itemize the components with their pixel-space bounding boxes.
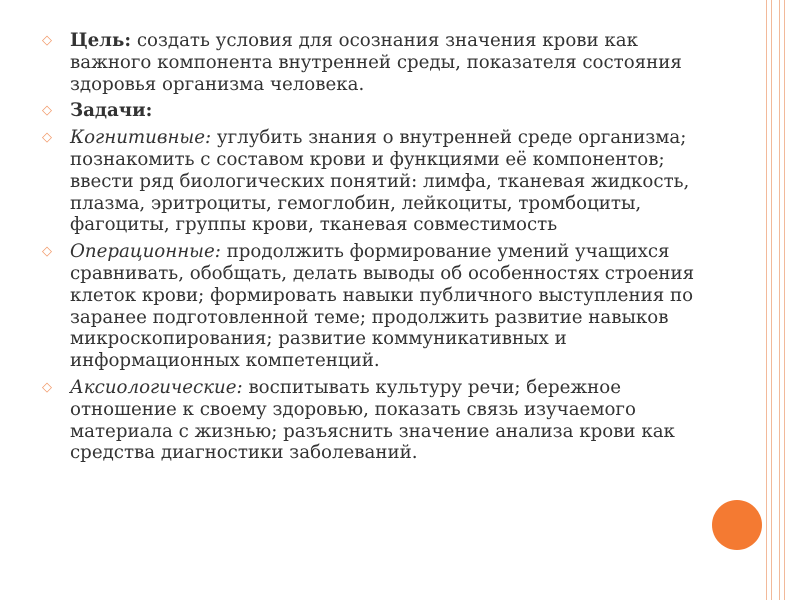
task-cognitive bbox=[42, 127, 702, 236]
task-label: Аксиологические: bbox=[70, 376, 243, 398]
goal-item bbox=[42, 30, 702, 95]
bullet-icon: ◇ bbox=[42, 130, 52, 146]
task-text: воспитывать культуру речи; бережное отношение к своему здоровью, показать связь изучаемого материала с жизнью; разъяснить значение анализа крови как средства диагностики заболеваний. bbox=[70, 376, 675, 464]
task-operational bbox=[42, 241, 702, 372]
accent-circle bbox=[712, 500, 762, 550]
task-text: углубить знания о внутренней среде организма; познакомить с составом крови и функциями её компонентов; ввести ряд биологических понятий: лимфа, тканевая жидкость, плазма, эритроциты, гемоглобин, лейкоциты, тромбоциты, фагоциты, группы крови, тканевая совместимость bbox=[70, 127, 690, 236]
slide-content bbox=[42, 30, 702, 469]
task-axiological bbox=[42, 377, 702, 464]
decorative-border-line bbox=[766, 0, 767, 600]
bullet-icon: ◇ bbox=[42, 33, 52, 48]
task-label: Операционные: bbox=[70, 241, 221, 263]
task-label: Когнитивные: bbox=[70, 127, 212, 149]
task-text: продолжить формирование умений учащихся сравнивать, обобщать, делать выводы об особенностях строения клеток крови; формировать навыки публичного выступления по заранее подготовленной теме; продолжить развитие навыков микроскопирования; развитие коммуникативных и информационных компетенций. bbox=[70, 241, 695, 372]
goal-text: создать условия для осознания значения крови как важного компонента внутренней среды, показателя состояния здоровья организма человека. bbox=[70, 30, 682, 95]
bullet-icon: ◇ bbox=[42, 379, 52, 395]
tasks-heading-item bbox=[42, 100, 702, 122]
goal-label: Цель: bbox=[70, 30, 132, 51]
tasks-heading: Задачи: bbox=[70, 100, 153, 122]
decorative-border-line bbox=[784, 0, 785, 600]
decorative-border-line bbox=[779, 0, 780, 600]
bullet-icon: ◇ bbox=[42, 103, 52, 119]
bullet-icon: ◇ bbox=[42, 244, 52, 260]
decorative-border-line bbox=[771, 0, 772, 600]
